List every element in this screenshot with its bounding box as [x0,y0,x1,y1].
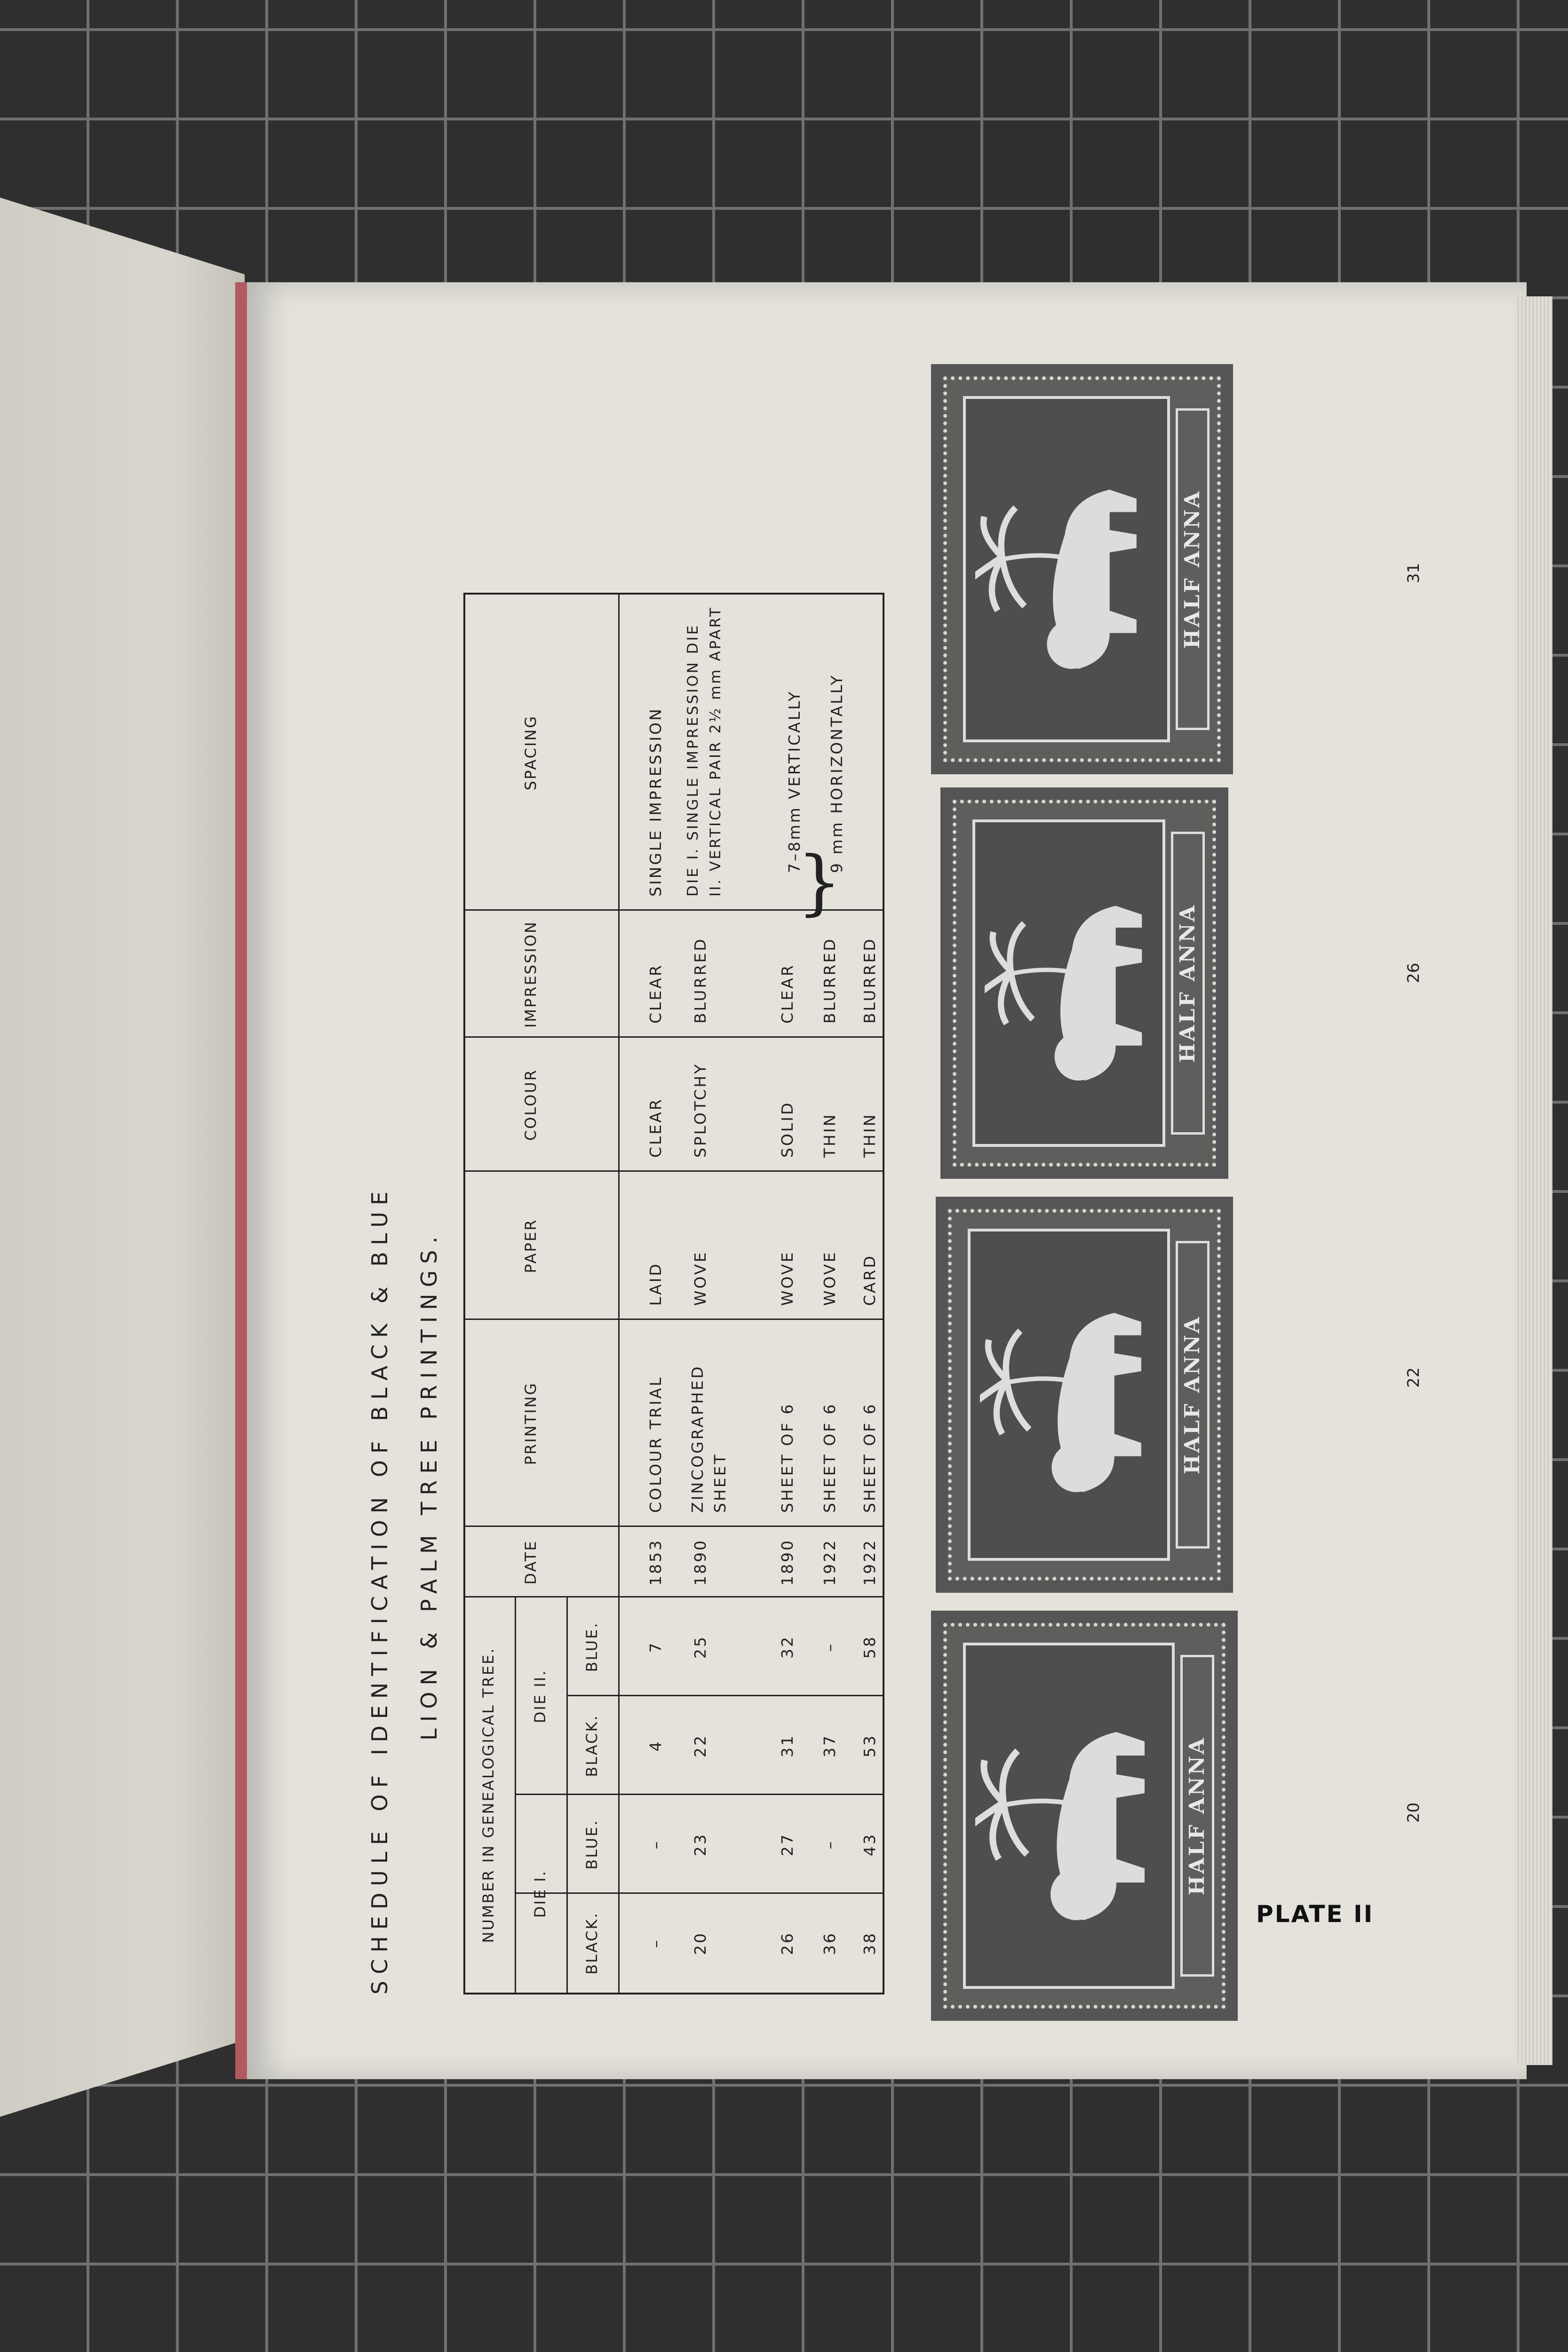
cell: CARD [860,1254,879,1306]
cell: THIN [860,1112,879,1158]
cell: 37 [820,1734,839,1757]
cell: 22 [691,1734,709,1757]
brace-icon: } [797,842,842,923]
cell: CLEAR [646,963,665,1024]
cell: 7 [646,1641,665,1653]
cell: DIE I. SINGLE IMPRESSION DIE II. VERTICAL PAIR 2½ mm APART [685,606,724,897]
lion-palm-icon [975,1666,1173,1977]
cell: 1890 [691,1539,709,1586]
col-header: BLUE. [583,1819,601,1870]
cell: 31 [778,1734,796,1757]
col-header: BLACK. [583,1912,601,1975]
cell: WOVE [778,1250,796,1306]
cell: 1890 [778,1539,796,1586]
header-genealogical: NUMBER IN GENEALOGICAL TREE. [479,1647,497,1943]
cell: 43 [860,1833,879,1856]
cell: BLURRED [691,937,709,1024]
cell: 4 [646,1740,665,1752]
stamp-image [943,1623,1226,2009]
cell: 23 [691,1833,709,1856]
cell: 1853 [646,1539,665,1586]
stamp-image [953,800,1216,1167]
cell: – [646,1839,665,1850]
col-header: COLOUR [522,1068,540,1141]
cell: 53 [860,1734,879,1757]
grid-line [618,595,620,1993]
stamp-label: HALF ANNA [1176,1241,1210,1549]
stamp-label: HALF ANNA [1176,408,1210,730]
cell: BLURRED [820,937,839,1024]
stamp-caption: 22 [1404,1367,1423,1388]
cell: CLEAR [778,963,796,1024]
rotated-plate-content [247,282,1527,2079]
cell: – [820,1839,839,1850]
grid-line [566,1597,568,1993]
cell: 58 [860,1635,879,1659]
cell: ZINCOGRAPHED SHEET [688,1365,729,1513]
stamp-caption: 31 [1404,563,1423,583]
cell: 7–8mm VERTICALLY [785,690,804,873]
cell: 26 [778,1931,796,1955]
cell: BLURRED [860,937,879,1024]
cell: 20 [691,1931,709,1955]
cell: 1922 [820,1539,839,1586]
cell: 1922 [860,1539,879,1586]
cell: SOLID [778,1101,796,1158]
col-header: DATE [522,1540,540,1585]
col-header: BLUE. [583,1621,601,1672]
header-die2: DIE II. [531,1669,549,1724]
lion-palm-icon [975,420,1163,730]
cell: CLEAR [646,1097,665,1158]
cell: 9 mm HORIZONTALLY [828,674,846,873]
stamp-label: HALF ANNA [1180,1655,1214,1977]
col-header: SPACING [522,715,540,791]
cell: SINGLE IMPRESSION [646,707,665,897]
plate-label: PLATE II [1256,1900,1374,1928]
cell: – [820,1642,839,1652]
cell: 25 [691,1635,709,1659]
col-header: BLACK. [583,1714,601,1777]
header-die1: DIE I. [531,1869,549,1918]
title-line-2: LION & PALM TREE PRINTINGS. [416,1230,442,1740]
lion-palm-icon [980,1248,1168,1549]
col-header: PRINTING [522,1382,540,1465]
left-page [0,198,245,2117]
cell: SHEET OF 6 [778,1402,796,1513]
cell: COLOUR TRIAL [646,1375,665,1513]
cell: 38 [860,1931,879,1955]
cell: SHEET OF 6 [820,1402,839,1513]
cell: 27 [778,1833,796,1856]
stamp-caption: 20 [1404,1802,1423,1823]
stamp-label: HALF ANNA [1171,832,1205,1135]
stamp-image [943,376,1221,762]
col-header: PAPER [522,1218,540,1273]
schedule-table [463,593,884,1994]
cell: WOVE [691,1250,709,1306]
grid-line [515,1597,516,1993]
cell: LAID [646,1262,665,1306]
cell: SHEET OF 6 [860,1402,879,1513]
cell: 32 [778,1635,796,1659]
cell: THIN [820,1112,839,1158]
stamp-caption: 26 [1404,962,1423,983]
stamp-image [948,1209,1221,1581]
cell: SPLOTCHY [691,1062,709,1158]
cell: – [646,1938,665,1948]
col-header: IMPRESSION [522,921,540,1028]
title-line-1: SCHEDULE OF IDENTIFICATION OF BLACK & BLUE [367,1185,392,1994]
cell: 36 [820,1931,839,1955]
cell: WOVE [820,1250,839,1306]
lion-palm-icon [985,843,1168,1135]
